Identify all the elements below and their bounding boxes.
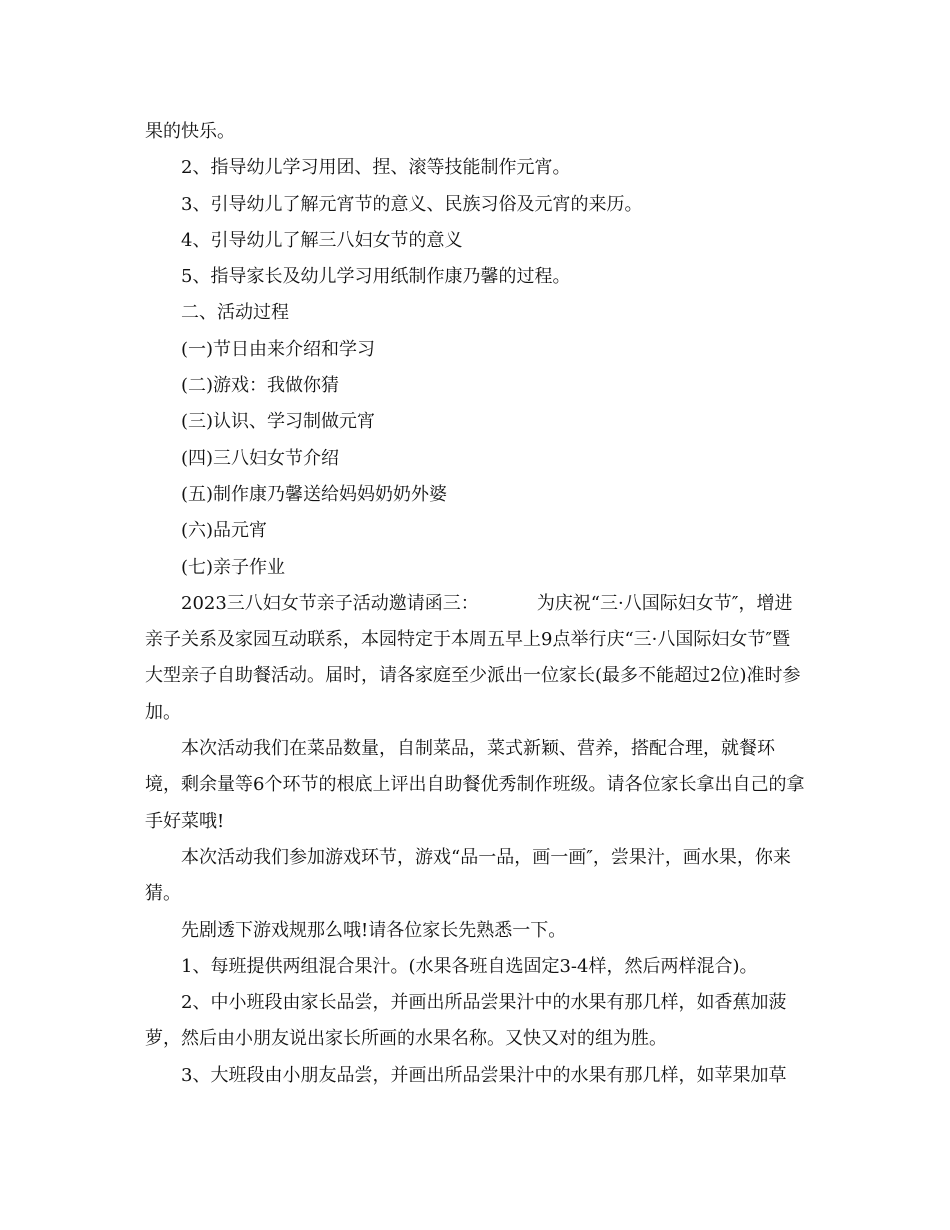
section-heading-process: 二、活动过程 [181,302,289,324]
continuation-line: 果的快乐。 [145,121,235,142]
process-step: (四)三八妇女节介绍 [181,447,340,469]
rules-preview-paragraph: 先剧透下游戏规那么哦!请各位家长先熟悉一下。 [181,919,567,941]
process-step: (七)亲子作业 [181,556,286,578]
rule-item: 3、大班段由小朋友品尝，并画出所品尝果汁中的水果有那几样，如苹果加草 [181,1064,787,1086]
process-step: (五)制作康乃馨送给妈妈奶奶外婆 [181,483,448,505]
invitation-paragraph [145,586,805,731]
process-step: (三)认识、学习制做元宵 [181,411,376,433]
objective-item: 2、指导幼儿学习用团、捏、滚等技能制作元宵。 [181,157,571,179]
process-step: (二)游戏：我做你猜 [181,375,340,397]
rule-item: 1、每班提供两组混合果汁。(水果各班自选固定3-4样，然后两样混合)。 [181,955,758,977]
invitation-body: 为庆祝“三·八国际妇女节″，增进亲子关系及家园互动联系，本园特定于本周五早上9点举行庆“三·八国际妇女节″暨大型亲子自助餐活动。届时，请各家庭至少派出一位家长(最多不能超过2位)准时参加。 [145,592,801,723]
process-step: (一)节日由来介绍和学习 [181,338,376,360]
rule-item: 2、中小班段由家长品尝，并画出所品尝果汁中的水果有那几样，如香蕉加菠萝，然后由小朋友说出家长所画的水果名称。又快又对的组为胜。 [145,992,787,1050]
buffet-paragraph: 本次活动我们在菜品数量，自制菜品，菜式新颖、营养，搭配合理，就餐环境，剩余量等6个环节的根底上评出自助餐优秀制作班级。请各位家长拿出自己的拿手好菜哦! [145,738,805,832]
invitation-title: 2023三八妇女节亲子活动邀请函三： [181,592,479,614]
document-body [145,114,805,1094]
game-paragraph: 本次活动我们参加游戏环节，游戏“品一品，画一画″，尝果汁，画水果，你来猜。 [145,846,791,905]
objective-item: 5、指导家长及幼儿学习用纸制作康乃馨的过程。 [181,266,571,288]
objective-item: 4、引导幼儿了解三八妇女节的意义 [181,229,463,251]
objective-item: 3、引导幼儿了解元宵节的意义、民族习俗及元宵的来历。 [181,193,643,215]
process-step: (六)品元宵 [181,520,268,542]
